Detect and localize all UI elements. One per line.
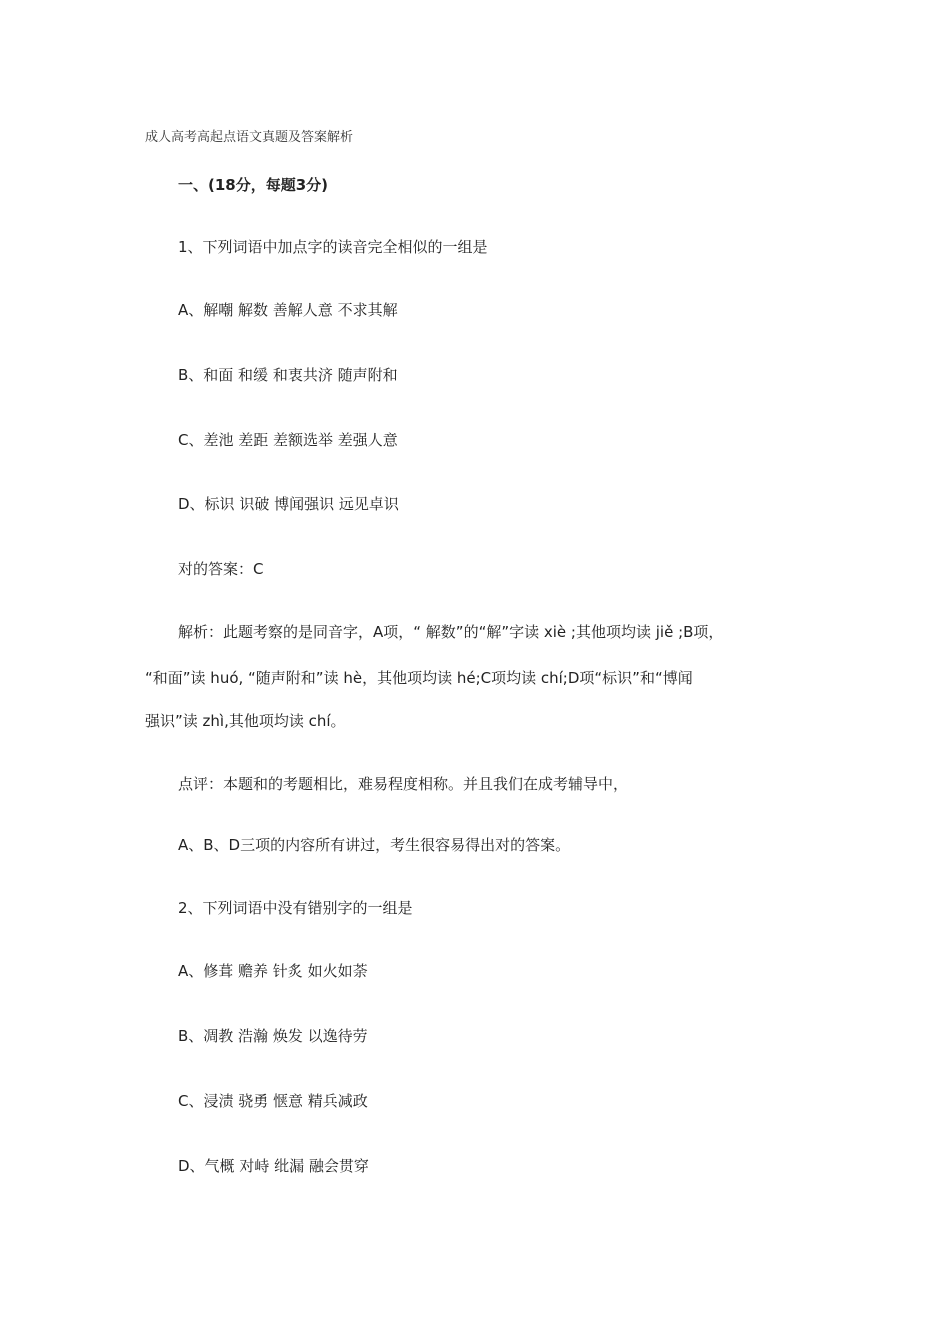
- question-1-option-a: A、解嘲 解数 善解人意 不求其解: [178, 301, 398, 319]
- question-1-option-d: D、标识 识破 博闻强识 远见卓识: [178, 495, 399, 513]
- section-heading: 一、(18分，每题3分): [178, 176, 329, 194]
- question-1-text: 1、下列词语中加点字的读音完全相似的一组是: [178, 238, 488, 256]
- question-2-text: 2、下列词语中没有错别字的一组是: [178, 899, 413, 917]
- question-1-analysis-line: 解析：此题考察的是同音字，A项，“ 解数”的“解”字读 xiè ;其他项均读 jiě ;B项，: [178, 623, 724, 641]
- question-1-answer: 对的答案：C: [178, 560, 264, 578]
- question-1-analysis-line: 强识”读 zhì,其他项均读 chí。: [145, 712, 346, 730]
- question-1-comment-line: 点评：本题和的考题相比，难易程度相称。并且我们在成考辅导中，: [178, 775, 629, 793]
- question-2-option-a: A、修葺 赡养 针炙 如火如荼: [178, 962, 368, 980]
- question-1-option-c: C、差池 差距 差额选举 差强人意: [178, 431, 398, 449]
- question-2-option-d: D、气概 对峙 纰漏 融会贯穿: [178, 1157, 369, 1175]
- question-1-comment-line: A、B、D三项的内容所有讲过，考生很容易得出对的答案。: [178, 836, 571, 854]
- question-1-analysis-line: “和面”读 huó, “随声附和”读 hè，其他项均读 hé;C项均读 chí;D项“标识”和“博闻: [145, 669, 693, 687]
- document-title: 成人高考高起点语文真题及答案解析: [145, 130, 354, 145]
- question-2-option-c: C、浸渍 骁勇 惬意 精兵减政: [178, 1092, 368, 1110]
- question-2-option-b: B、凋教 浩瀚 焕发 以逸待劳: [178, 1027, 368, 1045]
- question-1-option-b: B、和面 和缓 和衷共济 随声附和: [178, 366, 398, 384]
